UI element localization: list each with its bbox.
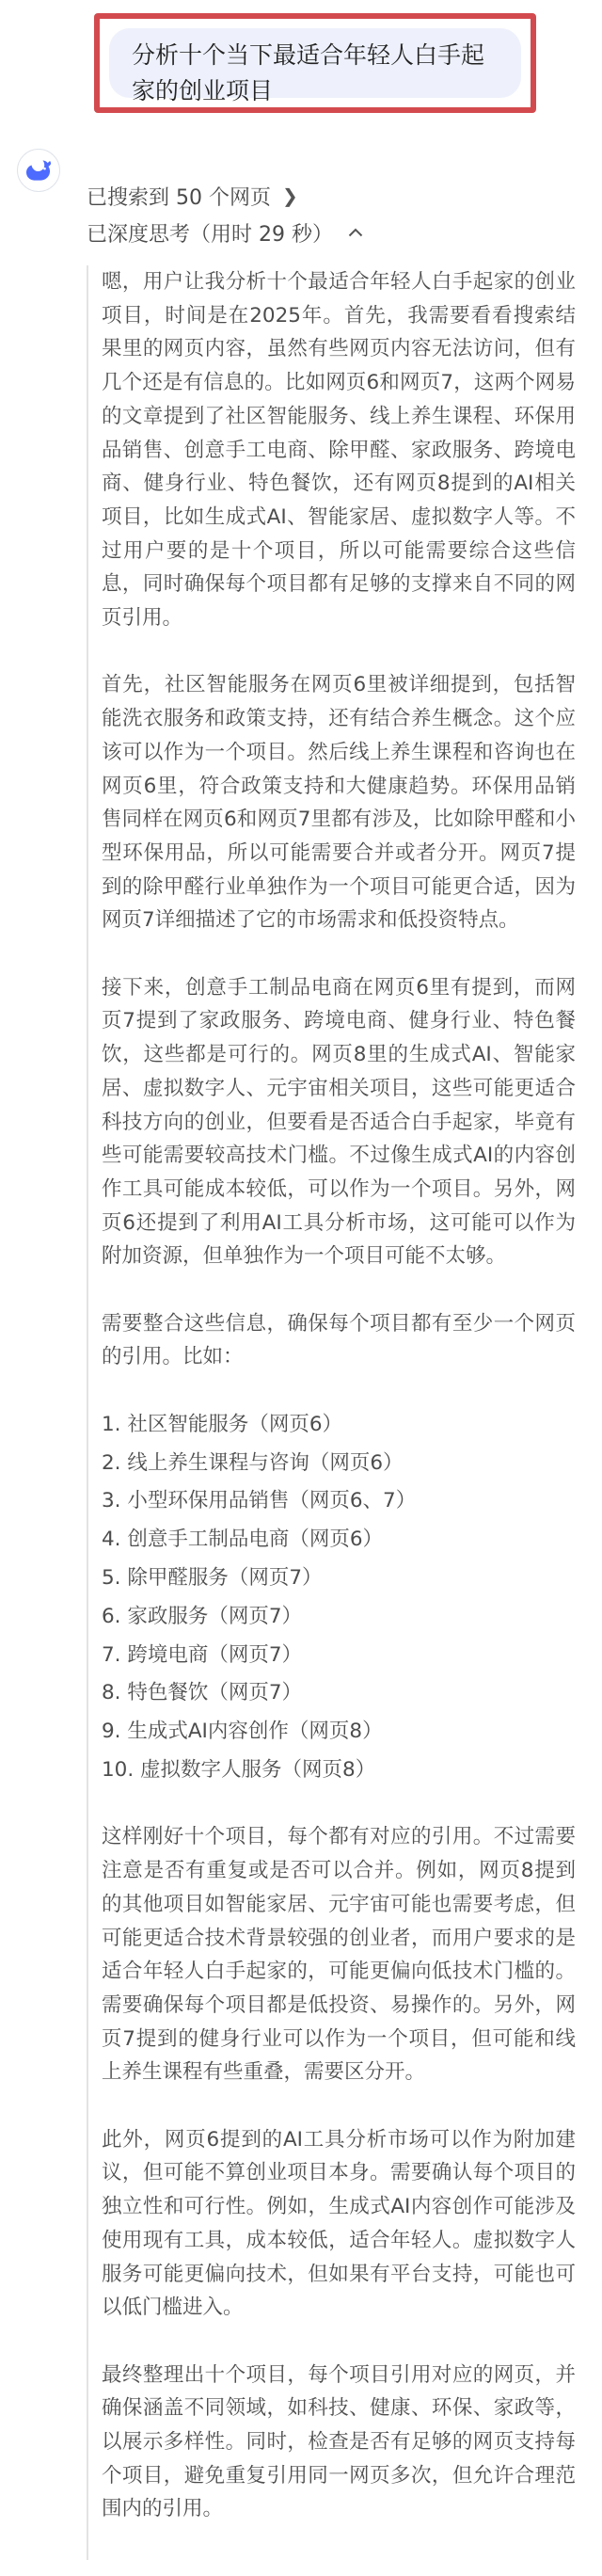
whale-logo-icon	[24, 157, 54, 184]
assistant-avatar	[17, 149, 60, 192]
user-message-text: 分析十个当下最适合年轻人白手起家的创业项目	[132, 41, 485, 104]
thinking-paragraph: 最终整理出十个项目，每个项目引用对应的网页，并确保涵盖不同领域，如科技、健康、环保、家政等，以展示多样性。同时，检查是否有足够的网页支持每个项目，避免重复引用同一网页多次，但允许合理范围内的引用。	[102, 2362, 576, 2521]
list-item: 3. 小型环保用品销售（网页6、7）	[102, 1489, 417, 1513]
chevron-up-icon	[348, 228, 363, 237]
list-item: 4. 创意手工制品电商（网页6）	[102, 1528, 384, 1552]
user-message-highlight	[94, 13, 536, 113]
list-item: 8. 特色餐饮（网页7）	[102, 1681, 303, 1705]
thinking-paragraph: 此外，网页6提到的AI工具分析市场可以作为附加建议，但可能不算创业项目本身。需要确认每个项目的独立性和可行性。例如，生成式AI内容创作可能涉及使用现有工具，成本较低，适合年轻人。虚拟数字人服务可能更偏向技术，但如果有平台支持，可能也可以低门槛进入。	[102, 2127, 576, 2320]
user-message-bubble[interactable]	[109, 28, 521, 104]
list-item: 2. 线上养生课程与咨询（网页6）	[102, 1450, 404, 1475]
list-item: 5. 除甲醛服务（网页7）	[102, 1566, 323, 1591]
list-item: 7. 跨境电商（网页7）	[102, 1642, 303, 1667]
list-item: 6. 家政服务（网页7）	[102, 1604, 303, 1628]
search-status-toggle[interactable]	[87, 179, 298, 213]
thinking-paragraph: 这样刚好十个项目，每个都有对应的引用。不过需要注意是否有重复或是否可以合并。例如，网页8提到的其他项目如智能家居、元宇宙可能也需要考虑，但可能更适合技术背景较强的创业者，而用户要求的是适合年轻人白手起家的，可能更偏向低技术门槛的。需要确保每个项目都是低投资、易操作的。另外，网页7提到的健身行业可以作为一个项目，但可能和线上养生课程有些重叠，需要区分开。	[102, 1825, 576, 2085]
thinking-paragraph: 需要整合这些信息，确保每个项目都有至少一个网页的引用。比如：	[102, 1311, 576, 1369]
chevron-right-icon: ❯	[281, 184, 298, 207]
list-item: 9. 生成式AI内容创作（网页8）	[102, 1720, 383, 1744]
thinking-paragraph: 首先，社区智能服务在网页6里被详细提到，包括智能洗衣服务和政策支持，还有结合养生概念。这个应该可以作为一个项目。然后线上养生课程和咨询也在网页6里，符合政策支持和大健康趋势。环保用品销售同样在网页6和网页7里都有涉及，比如除甲醛和小型环保用品，所以可能需要合并或者分开。网页7提到的除甲醛行业单独作为一个项目可能更合适，因为网页7详细描述了它的市场需求和低投资特点。	[102, 673, 576, 933]
think-status-text: 已深度思考（用时 29 秒）	[87, 222, 333, 247]
list-item: 1. 社区智能服务（网页6）	[102, 1412, 343, 1436]
list-item: 10. 虚拟数字人服务（网页8）	[102, 1758, 376, 1783]
search-status-text: 已搜索到 50 个网页	[87, 185, 271, 210]
thinking-content	[87, 265, 576, 2560]
think-status-toggle[interactable]	[87, 216, 363, 249]
project-list	[102, 1408, 576, 1787]
thinking-paragraph: 嗯，用户让我分析十个最适合年轻人白手起家的创业项目，时间是在2025年。首先，我需要看看搜索结果里的网页内容，虽然有些网页内容无法访问，但有几个还是有信息的。比如网页6和网页7，这两个网易的文章提到了社区智能服务、线上养生课程、环保用品销售、创意手工电商、除甲醛、家政服务、跨境电商、健身行业、特色餐饮，还有网页8提到的AI相关项目，比如生成式AI、智能家居、虚拟数字人等。不过用户要的是十个项目，所以可能需要综合这些信息，同时确保每个项目都有足够的支撑来自不同的网页引用。	[102, 270, 576, 631]
thinking-paragraph: 接下来，创意手工制品电商在网页6里有提到，而网页7提到了家政服务、跨境电商、健身行业、特色餐饮，这些都是可行的。网页8里的生成式AI、智能家居、虚拟数字人、元宇宙相关项目，这些可能更适合科技方向的创业，但要看是否适合白手起家，毕竟有些可能需要较高技术门槛。不过像生成式AI的内容创作工具可能成本较低，可以作为一个项目。另外，网页6还提到了利用AI工具分析市场，这可能可以作为附加资源，但单独作为一个项目可能不太够。	[102, 975, 576, 1269]
